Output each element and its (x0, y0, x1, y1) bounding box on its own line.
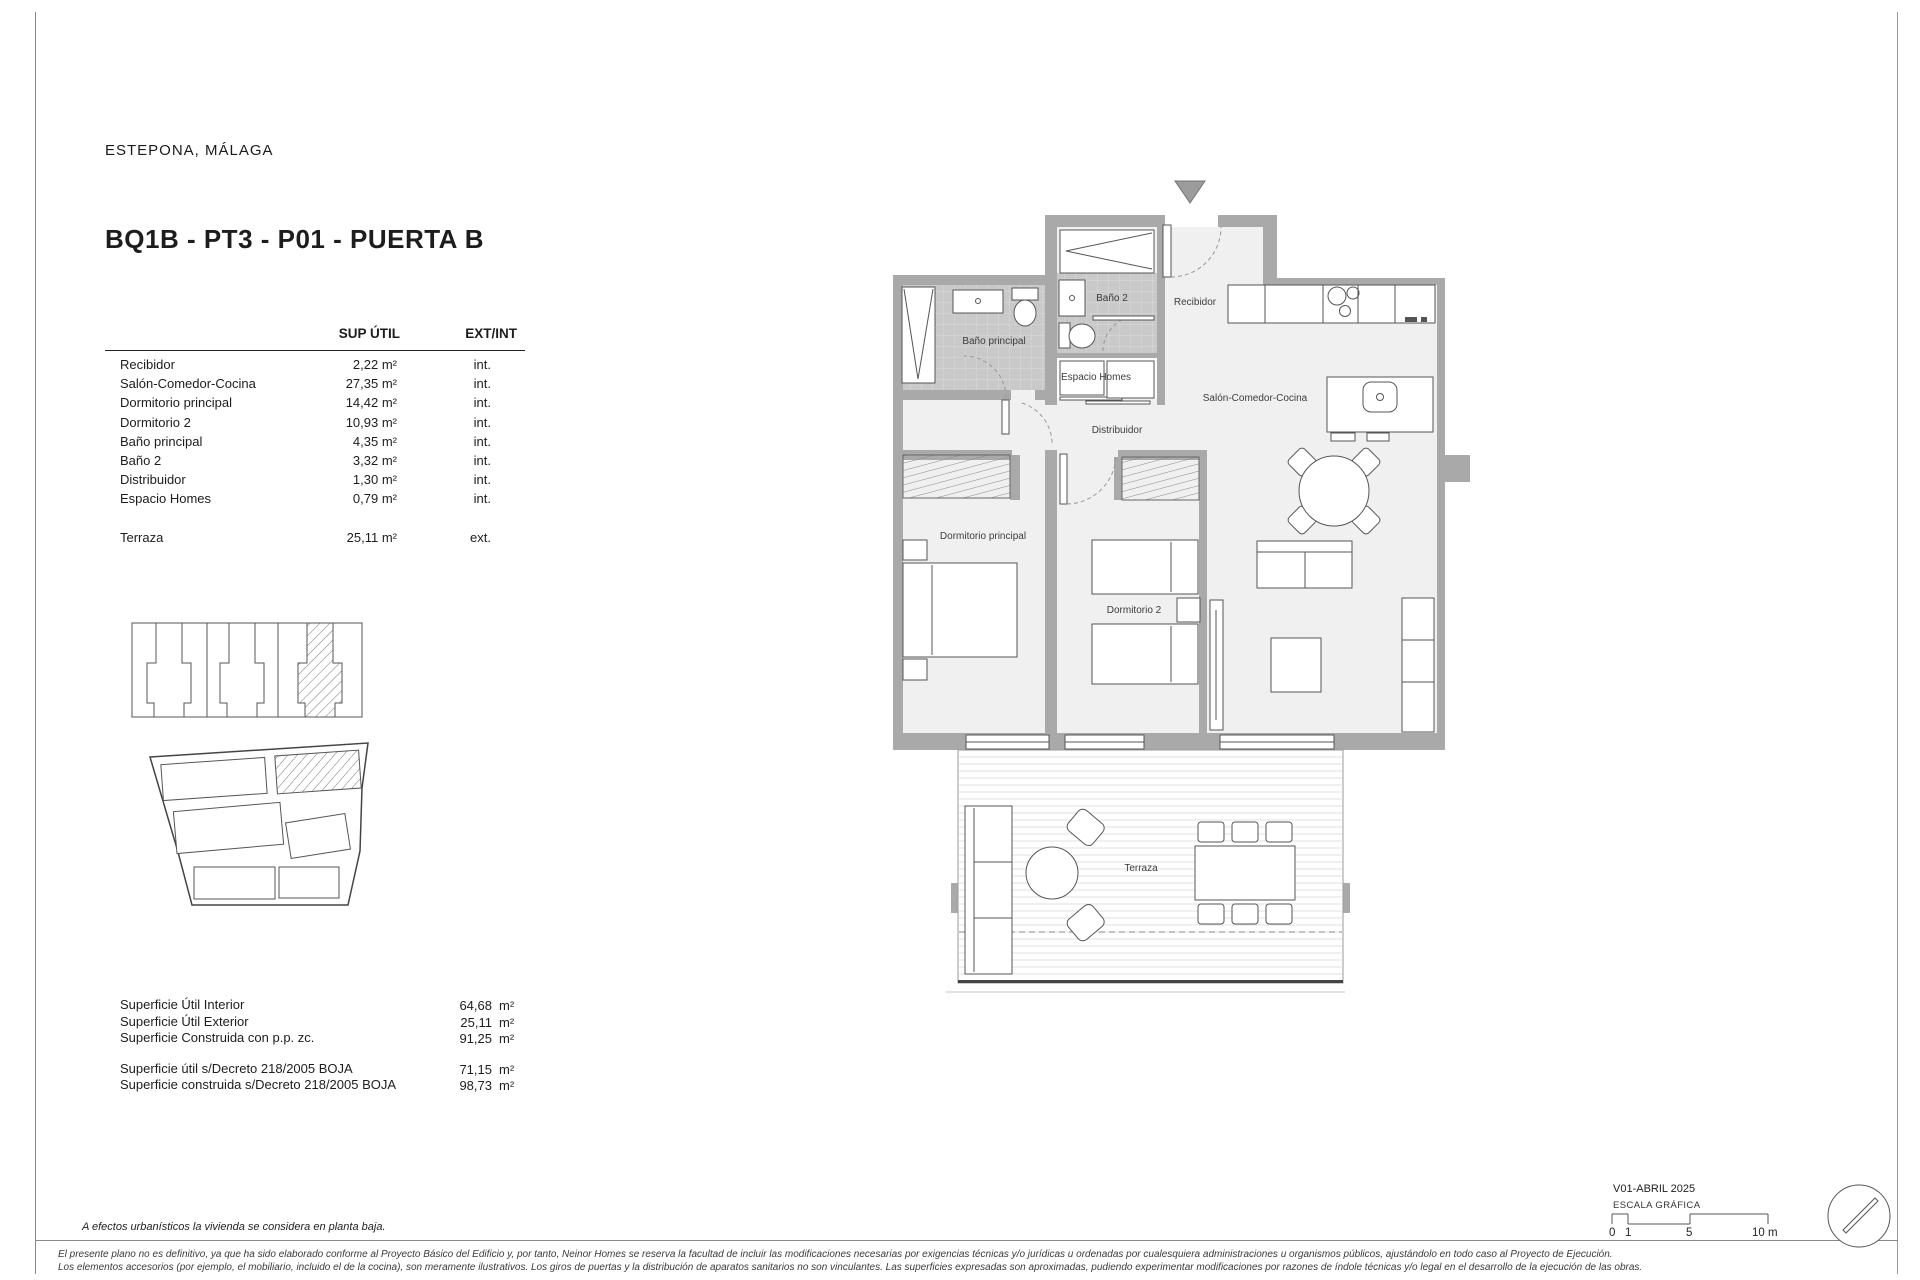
wardrobe-dorm2 (1122, 457, 1199, 500)
scale-label: ESCALA GRÁFICA (1613, 1200, 1701, 1211)
row-type: int. (473, 414, 491, 430)
row-value: 4,35 m² (352, 433, 397, 449)
legal-disclaimer (58, 1248, 1642, 1274)
summary-label: Superficie Útil Exterior (120, 1013, 249, 1029)
graphic-scale-bar (1610, 1212, 1775, 1228)
toilet-icon (1012, 288, 1038, 300)
north-compass-icon (1824, 1180, 1894, 1250)
summary-row (120, 1014, 530, 1031)
row-value: 2,22 m² (352, 357, 397, 372)
summary-unit: m² (499, 1031, 515, 1046)
urbanistic-note: A efectos urbanísticos la vivienda se considera en planta baja. (82, 1221, 386, 1233)
table-row (105, 393, 525, 412)
table-row (105, 470, 525, 489)
summary-row (120, 1077, 530, 1094)
row-label: Recibidor (120, 357, 175, 372)
summary-value: 98,73 (459, 1078, 492, 1093)
sink-icon (953, 290, 1003, 313)
page-border-left (35, 12, 36, 1274)
unit-highlight-elevation (298, 623, 342, 717)
summary-unit: m² (499, 1014, 515, 1030)
room-label-banio2: Baño 2 (1096, 293, 1128, 304)
summary-label: Superficie útil s/Decreto 218/2005 BOJA (120, 1060, 353, 1076)
scale-tick: 0 (1609, 1227, 1616, 1239)
sink-icon (1059, 280, 1085, 316)
row-label: Espacio Homes (120, 491, 212, 507)
row-type: int. (473, 491, 491, 507)
table-row (105, 355, 525, 374)
location-text: ESTEPONA, MÁLAGA (105, 142, 274, 159)
location-key-diagrams (120, 615, 380, 915)
area-table (105, 326, 525, 547)
room-label-recibidor: Recibidor (1173, 297, 1217, 308)
summary-label: Superficie construida s/Decreto 218/2005 BOJA (120, 1077, 397, 1092)
wardrobe-dorm-principal (903, 455, 1010, 498)
room-label-espacio-homes: Espacio Homes (1060, 372, 1132, 383)
scale-tick: 10 m (1752, 1227, 1778, 1239)
page-border-right (1897, 12, 1898, 1274)
summary-row (120, 997, 530, 1014)
row-value: 25,11 m² (346, 529, 397, 545)
scale-tick: 5 (1686, 1227, 1693, 1239)
kitchen-island (1327, 377, 1433, 441)
unit-highlight-site (275, 750, 361, 794)
row-label: Baño 2 (120, 452, 162, 468)
table-row (105, 432, 525, 451)
table-row (105, 528, 525, 547)
table-row (105, 374, 525, 393)
row-type: int. (473, 357, 491, 372)
row-value: 1,30 m² (352, 472, 397, 488)
outdoor-dining-table-icon (1195, 846, 1295, 900)
coffee-table-icon (1271, 638, 1321, 692)
row-type: int. (473, 433, 491, 449)
row-type: int. (473, 452, 491, 468)
summary-row (120, 1061, 530, 1078)
summary-label: Superficie Útil Interior (120, 997, 245, 1012)
tv-cabinet-icon (1402, 598, 1434, 732)
summary-value: 25,11 (460, 1014, 492, 1030)
floor-plan (888, 170, 1488, 1000)
entrance-marker-icon (1175, 181, 1205, 203)
scale-tick: 1 (1625, 1227, 1632, 1239)
surface-summary (120, 997, 530, 1094)
row-value: 3,32 m² (352, 452, 397, 468)
plan-version: V01-ABRIL 2025 (1613, 1183, 1696, 1195)
table-rule (105, 350, 525, 351)
disclaimer-line: Los elementos accesorios (por ejemplo, el mobiliario, incluido el de la cocina), son meramente ilustrativos. Los giros de puertas y la distribución de aparatos sanitarios no son vinculantes. Las superficies expresadas son aproximadas, pudiendo experimentar modificaciones por razones de índole técnicas y/o legal en el desarrollo de la ejecución de las obras. (58, 1262, 1643, 1273)
table-row (105, 451, 525, 470)
room-label-dorm2: Dormitorio 2 (1106, 605, 1162, 616)
room-label-salon: Salón-Comedor-Cocina (1202, 393, 1308, 404)
row-label: Terraza (120, 529, 164, 545)
page-title: BQ1B - PT3 - P01 - PUERTA B (105, 224, 484, 254)
single-bed-icon (1092, 540, 1198, 594)
dining-table (1286, 446, 1381, 535)
row-label: Dormitorio 2 (120, 414, 191, 430)
col-header-sup-util: SUP ÚTIL (338, 326, 400, 341)
disclaimer-line: El presente plano no es definitivo, ya que ha sido elaborado conforme al Proyecto Básico del Edificio y, por tanto, Neinor Homes se reserva la facultad de incluir las modificaciones necesarias por exigencias técnicas y/o jurídicas u ordenadas por cualesquiera administraciones u organismos públicos, ajustándolo en todo caso al Proyecto de Ejecución. (58, 1249, 1613, 1260)
row-value: 10,93 m² (345, 414, 397, 430)
row-label: Distribuidor (120, 472, 186, 488)
summary-value: 64,68 (459, 998, 492, 1013)
summary-unit: m² (499, 1078, 515, 1093)
room-label-dorm-principal: Dormitorio principal (939, 531, 1027, 542)
row-type: int. (473, 395, 491, 411)
row-value: 14,42 m² (345, 395, 397, 411)
toilet-icon (1059, 323, 1070, 348)
summary-value: 91,25 (459, 1031, 492, 1046)
row-type: ext. (470, 529, 491, 545)
room-label-terraza: Terraza (1124, 863, 1158, 874)
table-row (105, 413, 525, 432)
table-row (105, 489, 525, 508)
summary-label: Superficie Construida con p.p. zc. (120, 1030, 315, 1045)
footer-divider (35, 1240, 1898, 1241)
entry-door-leaf (1163, 225, 1171, 277)
row-label: Dormitorio principal (120, 395, 232, 411)
row-value: 27,35 m² (345, 376, 397, 392)
building-elevation-key (132, 623, 362, 717)
kitchen-counter (1228, 285, 1435, 323)
row-value: 0,79 m² (352, 491, 397, 507)
double-bed-icon (903, 563, 1017, 657)
row-type: int. (473, 472, 491, 488)
outdoor-table-icon (1026, 847, 1078, 899)
room-label-distribuidor: Distribuidor (1091, 425, 1143, 436)
outdoor-sofa-icon (965, 806, 1012, 974)
summary-row (120, 1030, 530, 1047)
single-bed-icon (1092, 624, 1198, 684)
room-label-banio-principal: Baño principal (962, 336, 1026, 347)
shower-icon (902, 287, 935, 383)
row-label: Salón-Comedor-Cocina (120, 376, 256, 392)
row-type: int. (473, 376, 491, 392)
summary-value: 71,15 (459, 1061, 492, 1077)
summary-unit: m² (499, 1061, 515, 1077)
row-label: Baño principal (120, 433, 203, 449)
area-table-header (105, 326, 525, 350)
col-header-ext-int: EXT/INT (465, 326, 517, 341)
site-plan-key (150, 743, 368, 905)
summary-unit: m² (499, 998, 515, 1013)
